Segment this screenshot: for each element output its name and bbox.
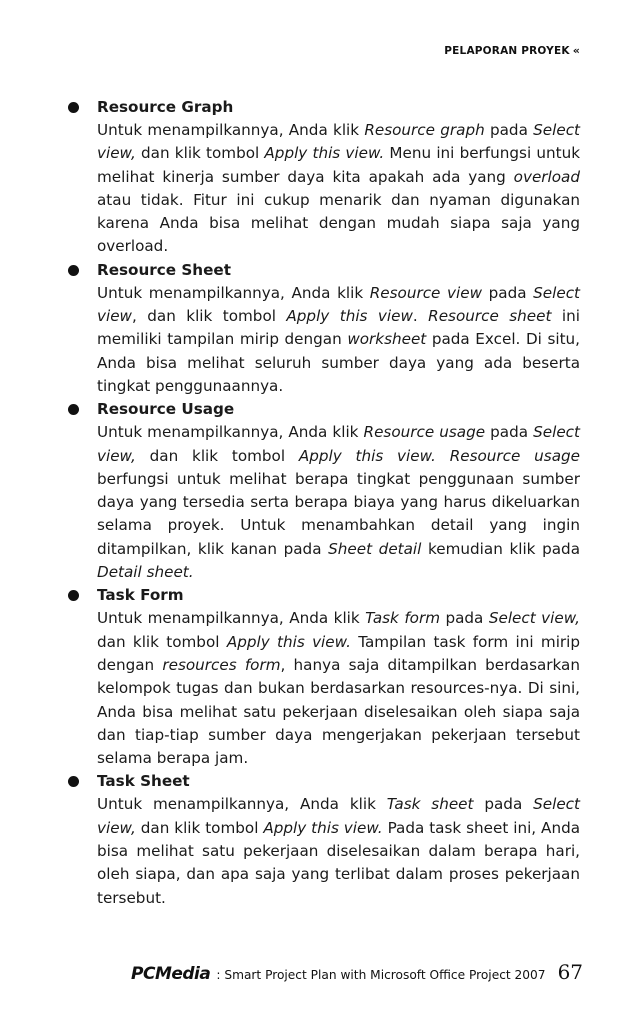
chevron-left-icon: « (572, 44, 580, 57)
text-run: Untuk menampilkannya, Anda klik (97, 795, 387, 814)
section-task-sheet (68, 770, 580, 909)
text-run: pada (484, 121, 534, 139)
logo-media: Media (154, 964, 211, 984)
italic-term: Apply this view. (226, 632, 351, 651)
italic-term: Apply this view. (263, 818, 383, 837)
text-run: pada (440, 609, 489, 628)
text-run: pada (482, 283, 534, 302)
italic-term: Apply this view. Resource usage (298, 446, 580, 465)
text-run: dan klik tombol (135, 446, 299, 465)
section-resource-usage (68, 398, 580, 584)
header-text: PELAPORAN PROYEK (444, 45, 570, 57)
text-run: pada (485, 423, 534, 442)
running-header (444, 44, 580, 57)
section-paragraph (97, 119, 580, 259)
page-number: 67 (557, 960, 584, 984)
italic-term: Resource graph (364, 121, 485, 139)
section-paragraph (97, 282, 580, 398)
text-run: Untuk menampilkannya, Anda klik (97, 423, 364, 442)
bullet-icon (68, 102, 79, 113)
section-title: Task Sheet (97, 772, 190, 791)
text-run: , hanya saja ditampilkan berdasarkan kelompok tugas dan bukan berdasarkan resources-nya. Di sini, Anda bisa melihat satu pekerjaan diselesaikan oleh siapa saja dan tiap-tiap sumber daya mengerjakan pekerjaan tersebut selama berapa jam. (97, 655, 580, 768)
bullet-icon (68, 590, 79, 601)
text-run: dan klik tombol (135, 818, 264, 837)
section-task-form (68, 584, 580, 770)
text-run: berfungsi untuk melihat berapa tingkat penggunaan sumber daya yang tersedia serta berapa biaya yang harus dikeluarkan selama proyek. Untuk menambahkan detail yang ingin ditampilkan, klik kanan pada (97, 469, 580, 558)
text-run: Menu ini berfungsi untuk melihat kinerja sumber daya kita apakah ada yang (97, 144, 580, 186)
text-run: Untuk menampilkannya, Anda klik (97, 121, 365, 139)
italic-term: worksheet (347, 330, 427, 349)
section-title: Task Form (97, 586, 184, 605)
footer-text: : Smart Project Plan with Microsoft Office Project 2007 (216, 968, 546, 982)
section-paragraph (97, 793, 580, 909)
text-run: . (412, 307, 429, 326)
italic-term: resources form (162, 655, 281, 674)
logo-pc: PC (131, 964, 155, 984)
italic-term: Select view, (488, 609, 580, 628)
section-title: Resource Sheet (97, 260, 231, 279)
text-run: Untuk menampilkannya, Anda klik (97, 609, 366, 628)
pcmedia-logo (131, 964, 210, 984)
italic-term: Task sheet (386, 795, 474, 814)
section-resource-sheet (68, 259, 580, 398)
bullet-icon (68, 404, 79, 415)
section-resource-graph (68, 96, 580, 259)
italic-term: Resource sheet (428, 307, 552, 326)
italic-term: Apply this view. (264, 144, 385, 163)
bullet-icon (68, 776, 79, 787)
text-run: atau tidak. Fitur ini cukup menarik dan nyaman digunakan karena Anda bisa melihat dengan mudah siapa saja yang overload. (97, 190, 580, 256)
italic-term: Task form (365, 609, 440, 628)
text-run: Pada task sheet ini, Anda bisa melihat satu pekerjaan diselesaikan dalam berapa hari, oleh siapa, dan apa saja yang terlibat dalam proses pekerjaan tersebut. (97, 818, 581, 907)
text-run: pada (473, 795, 534, 814)
section-title: Resource Usage (97, 400, 235, 419)
bullet-icon (68, 265, 79, 276)
text-run: ini memiliki tampilan mirip dengan (97, 307, 580, 349)
text-run: pada Excel. Di situ, Anda bisa melihat seluruh sumber daya yang ada beserta tingkat penggunaannya. (97, 330, 580, 395)
italic-term: Select view, (97, 423, 580, 465)
page-footer (131, 960, 583, 984)
italic-term: Sheet detail (328, 539, 422, 558)
italic-term: Select view (97, 283, 580, 326)
italic-term: Resource view (369, 283, 482, 302)
text-run: dan klik tombol (135, 144, 265, 163)
italic-term: Select view, (97, 795, 580, 837)
text-run: Untuk menampilkannya, Anda klik (97, 283, 370, 302)
section-paragraph (97, 607, 580, 770)
italic-term: Detail sheet. (97, 563, 194, 582)
page-body (68, 96, 580, 910)
section-title: Resource Graph (97, 98, 234, 116)
section-paragraph (97, 421, 580, 584)
italic-term: overload (513, 167, 580, 186)
text-run: dan klik tombol (97, 632, 227, 651)
italic-term: Select view, (97, 121, 580, 163)
italic-term: Resource usage (363, 423, 486, 442)
text-run: , dan klik tombol (131, 307, 287, 326)
text-run: kemudian klik pada (421, 539, 581, 558)
text-run: Tampilan task form ini mirip dengan (97, 632, 581, 674)
italic-term: Apply this view (286, 307, 413, 326)
